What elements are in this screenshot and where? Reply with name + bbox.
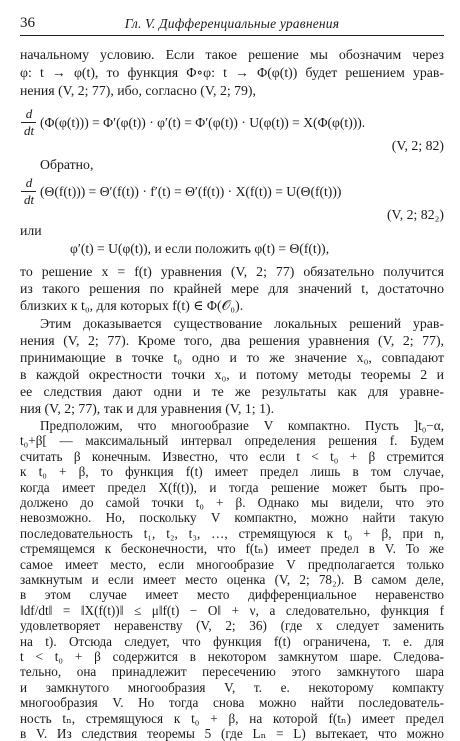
- text-line: начальному условию. Если такое решение мы обозначим через: [20, 47, 444, 62]
- text-line: многообразия V. Но тогда снова можно найти последователь-: [20, 695, 444, 711]
- text-line: ность tₙ, стремящуюся к t₀ + β, на которой f(tₙ) имеет предел: [20, 710, 444, 726]
- derivative-numerator: d: [25, 106, 33, 121]
- text-line: принимающие в точке t₀ одно и то же значение x₀, совпадают: [20, 350, 444, 365]
- text-line: тельно, она принадлежит пересечению этого замкнутого шара: [20, 664, 444, 680]
- text-line: или: [20, 223, 42, 238]
- derivative-numerator: d: [25, 175, 33, 190]
- running-title: Гл. V. Дифференциальные уравнения: [124, 16, 340, 31]
- text-line: φ: t → φ(t), то функция Φ∘φ: t → Φ(φ(t)) будет решением урав-: [20, 65, 444, 80]
- text-line: Этим доказывается существование локальных решений урав-: [40, 316, 444, 331]
- text-line: самое имеет место, если многообразие V предполагается только: [20, 556, 444, 572]
- equation-phi: φ′(t) = U(φ(t)), и если положить φ(t) = Θ(f(t)),: [70, 241, 330, 256]
- text-line: в каждой окрестности точки x₀, и потому методы теоремы 2 и: [20, 367, 444, 382]
- derivative-denominator: dt: [23, 123, 35, 138]
- text-line: Предположим, что многообразие V компактно. Пусть ]t₀−α,: [40, 418, 444, 433]
- text-line: близких к t₀, для которых f(t) ∈ Φ(𝒪₀).: [20, 298, 244, 313]
- equation-number: (V, 2; 82): [391, 138, 444, 153]
- text-line: то решение x = f(t) уравнения (V, 2; 77) обязательно получится: [20, 264, 444, 279]
- text-line: нения (V, 2; 77), ибо, согласно (V, 2; 79),: [20, 83, 256, 98]
- text-line: Обратно,: [40, 157, 94, 172]
- derivative-denominator: dt: [23, 192, 35, 207]
- text-line: в V. Из следствия теоремы 5 (где Lₙ = L) вытекает, что можно: [20, 726, 444, 741]
- text-line: t < t₀ + β содержится в некотором замкнутом шаре. Следова-: [20, 649, 444, 664]
- text-line: считать β конечным. Известно, что если t < t₀ + β стремится: [20, 448, 444, 464]
- text-line: когда имеет предел X(f(t)), и тогда решение может быть про-: [20, 479, 444, 495]
- text-line: ее следствия дают одни и те же результаты как для уравне-: [20, 384, 444, 399]
- page-number: 36: [20, 15, 35, 31]
- text-line: невозможно. Но, поскольку V компактно, можно найти такую: [20, 510, 444, 526]
- text-line: последовательность t₁, t₂, t₃, …, стремящуюся к t₀ + β, при n,: [20, 525, 444, 541]
- page-header: [20, 13, 444, 36]
- text-line: ‖df/dt‖ = ‖X(f(t))‖ ≤ μ‖f(t) − O‖ + ν, а следовательно, функция f: [20, 602, 444, 618]
- text-line: в этом случае имеет место дифференциальное неравенство: [20, 587, 444, 603]
- text-line: должено до самой точки t₀ + β. Однако мы видели, что это: [20, 495, 444, 510]
- equation-body: (Θ(f(t))) = Θ′(f(t)) · f′(t) = Θ′(f(t)) · X(f(t)) = U(Θ(f(t))): [40, 184, 342, 199]
- text-line: стремящемся к бесконечности, что f(tₙ) имеет предел в V. То же: [20, 541, 444, 557]
- text-line: замкнутым и если имеет место оценка (V, 2; 78₂). В самом деле,: [20, 572, 444, 587]
- text-line: ния (V, 2; 77), так и для уравнения (V, 1; 1).: [20, 401, 275, 416]
- text-line: и замкнутого многообразия V, т. е. некоторому компакту: [20, 679, 444, 695]
- text-line: к t₀ + β, то функция f(t) имеет предел лишь в том случае,: [20, 464, 444, 480]
- text-line: из такого решения по крайней мере для значений t, достаточно: [20, 281, 444, 296]
- text-line: t₀+β[ — максимальный интервал определения решения f. Будем: [20, 433, 444, 449]
- equation-body: (Φ(φ(t))) = Φ′(φ(t)) · φ′(t) = Φ′(φ(t)) · U(φ(t)) = X(Φ(φ(t))).: [40, 115, 366, 130]
- text-line: удовлетворяет неравенству (V, 2; 36) (где x следует заменить: [20, 618, 444, 634]
- equation-number: (V, 2; 82₂): [386, 207, 444, 222]
- text-line: нения (V, 2; 77). Кроме того, два решения уравнения (V, 2; 77),: [20, 333, 444, 348]
- text-line: на t). Отсюда следует, что функция f(t) ограничена, т. е. для: [20, 633, 444, 649]
